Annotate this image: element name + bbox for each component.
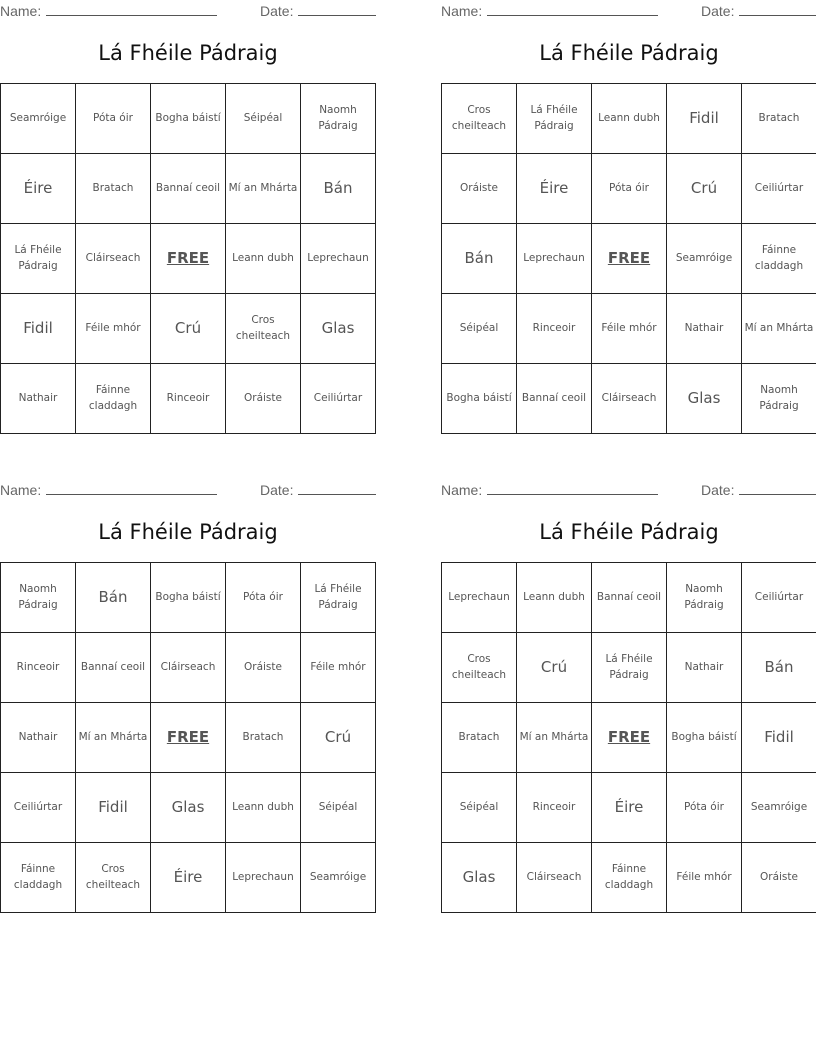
bingo-cell: Ceiliúrtar — [742, 154, 816, 224]
bingo-cell: Lá Fhéile Pádraig — [1, 224, 76, 294]
bingo-cell: Seamróige — [742, 773, 816, 843]
bingo-cell: Glas — [442, 843, 517, 913]
bingo-cell: Fáinne claddagh — [76, 364, 151, 434]
name-blank-line[interactable] — [487, 494, 658, 495]
bingo-cell: Oráiste — [442, 154, 517, 224]
date-blank-line[interactable] — [298, 15, 376, 16]
card-title: Lá Fhéile Pádraig — [539, 41, 719, 65]
bingo-cell: Bán — [442, 224, 517, 294]
bingo-cell: Cláirseach — [76, 224, 151, 294]
bingo-cell: Éire — [517, 154, 592, 224]
bingo-cell: Séipéal — [442, 294, 517, 364]
bingo-cell: Ceiliúrtar — [742, 563, 816, 633]
bingo-cell: Lá Fhéile Pádraig — [592, 633, 667, 703]
bingo-cell: Nathair — [1, 364, 76, 434]
bingo-cell: Naomh Pádraig — [301, 84, 376, 154]
bingo-cell: Bán — [76, 563, 151, 633]
bingo-cell: Bán — [742, 633, 816, 703]
name-date-header — [441, 0, 816, 22]
date-blank-line[interactable] — [739, 15, 816, 16]
bingo-cell: Bratach — [442, 703, 517, 773]
bingo-cell: Póta óir — [76, 84, 151, 154]
bingo-cell: Lá Fhéile Pádraig — [517, 84, 592, 154]
bingo-cell: Cláirseach — [592, 364, 667, 434]
bingo-cell: Rinceoir — [517, 773, 592, 843]
bingo-cell: Leann dubh — [592, 84, 667, 154]
bingo-cell: Nathair — [1, 703, 76, 773]
date-label: Date: — [701, 3, 735, 19]
bingo-cell: Leprechaun — [442, 563, 517, 633]
bingo-cell: Ceiliúrtar — [301, 364, 376, 434]
bingo-cell: Leann dubh — [517, 563, 592, 633]
bingo-cell: Póta óir — [667, 773, 742, 843]
bingo-cell: Nathair — [667, 633, 742, 703]
bingo-cell: Seamróige — [301, 843, 376, 913]
bingo-cell: Bogha báistí — [442, 364, 517, 434]
bingo-grid — [0, 83, 376, 434]
bingo-cell: Póta óir — [592, 154, 667, 224]
bingo-cell: Leprechaun — [226, 843, 301, 913]
bingo-cell: Póta óir — [226, 563, 301, 633]
bingo-cell: Seamróige — [667, 224, 742, 294]
date-blank-line[interactable] — [739, 494, 816, 495]
date-label: Date: — [260, 482, 294, 498]
bingo-cell: Bannaí ceoil — [592, 563, 667, 633]
bingo-cell: Crú — [151, 294, 226, 364]
bingo-cell: Bogha báistí — [151, 563, 226, 633]
bingo-cell: Fidil — [742, 703, 816, 773]
bingo-cell: Cros cheilteach — [76, 843, 151, 913]
bingo-cell: Naomh Pádraig — [1, 563, 76, 633]
bingo-cell: Glas — [667, 364, 742, 434]
bingo-cell: Glas — [301, 294, 376, 364]
name-label: Name: — [441, 482, 483, 498]
bingo-cell: Crú — [667, 154, 742, 224]
name-blank-line[interactable] — [46, 15, 217, 16]
free-space-cell: FREE — [151, 703, 226, 773]
name-date-header — [0, 479, 376, 501]
bingo-cell: Bannaí ceoil — [151, 154, 226, 224]
name-label: Name: — [0, 3, 42, 19]
free-space-cell: FREE — [592, 224, 667, 294]
bingo-cell: Rinceoir — [517, 294, 592, 364]
bingo-cell: Lá Fhéile Pádraig — [301, 563, 376, 633]
bingo-cell: Fidil — [76, 773, 151, 843]
bingo-cell: Seamróige — [1, 84, 76, 154]
name-date-header — [0, 0, 376, 22]
bingo-cell: Cláirseach — [151, 633, 226, 703]
bingo-cell: Fáinne claddagh — [592, 843, 667, 913]
bingo-cell: Séipéal — [301, 773, 376, 843]
bingo-cell: Féile mhór — [667, 843, 742, 913]
bingo-cell: Bannaí ceoil — [76, 633, 151, 703]
bingo-cell: Mí an Mhárta — [226, 154, 301, 224]
bingo-cell: Naomh Pádraig — [667, 563, 742, 633]
bingo-cell: Mí an Mhárta — [517, 703, 592, 773]
bingo-cell: Cláirseach — [517, 843, 592, 913]
bingo-cell: Cros cheilteach — [226, 294, 301, 364]
name-date-header — [441, 479, 816, 501]
free-space-cell: FREE — [592, 703, 667, 773]
bingo-cell: Bratach — [742, 84, 816, 154]
bingo-cell: Oráiste — [226, 364, 301, 434]
card-title: Lá Fhéile Pádraig — [539, 520, 719, 544]
name-blank-line[interactable] — [487, 15, 658, 16]
bingo-cell: Naomh Pádraig — [742, 364, 816, 434]
name-label: Name: — [0, 482, 42, 498]
bingo-cell: Bogha báistí — [667, 703, 742, 773]
card-title: Lá Fhéile Pádraig — [98, 520, 278, 544]
date-label: Date: — [260, 3, 294, 19]
bingo-cell: Éire — [592, 773, 667, 843]
bingo-cell: Cros cheilteach — [442, 633, 517, 703]
bingo-cell: Leprechaun — [517, 224, 592, 294]
date-label: Date: — [701, 482, 735, 498]
bingo-cell: Leann dubh — [226, 773, 301, 843]
bingo-cell: Glas — [151, 773, 226, 843]
bingo-cell: Séipéal — [226, 84, 301, 154]
bingo-cell: Fidil — [1, 294, 76, 364]
bingo-cell: Leann dubh — [226, 224, 301, 294]
bingo-cell: Rinceoir — [1, 633, 76, 703]
bingo-cell: Fáinne claddagh — [742, 224, 816, 294]
bingo-cell: Bannaí ceoil — [517, 364, 592, 434]
bingo-cell: Éire — [151, 843, 226, 913]
bingo-cell: Féile mhór — [592, 294, 667, 364]
bingo-cell: Ceiliúrtar — [1, 773, 76, 843]
bingo-cell: Bogha báistí — [151, 84, 226, 154]
name-blank-line[interactable] — [46, 494, 217, 495]
bingo-cell: Mí an Mhárta — [76, 703, 151, 773]
bingo-cell: Fáinne claddagh — [1, 843, 76, 913]
bingo-grid — [441, 83, 816, 434]
bingo-cell: Fidil — [667, 84, 742, 154]
bingo-cell: Éire — [1, 154, 76, 224]
bingo-cell: Oráiste — [226, 633, 301, 703]
bingo-cell: Bratach — [76, 154, 151, 224]
bingo-grid — [0, 562, 376, 913]
card-title: Lá Fhéile Pádraig — [98, 41, 278, 65]
bingo-cell: Rinceoir — [151, 364, 226, 434]
bingo-cell: Oráiste — [742, 843, 816, 913]
date-blank-line[interactable] — [298, 494, 376, 495]
bingo-cell: Bán — [301, 154, 376, 224]
bingo-cell: Féile mhór — [301, 633, 376, 703]
bingo-cell: Cros cheilteach — [442, 84, 517, 154]
bingo-cell: Séipéal — [442, 773, 517, 843]
bingo-cell: Mí an Mhárta — [742, 294, 816, 364]
free-space-cell: FREE — [151, 224, 226, 294]
bingo-cell: Bratach — [226, 703, 301, 773]
bingo-cell: Féile mhór — [76, 294, 151, 364]
bingo-grid — [441, 562, 816, 913]
bingo-cell: Leprechaun — [301, 224, 376, 294]
name-label: Name: — [441, 3, 483, 19]
bingo-cell: Nathair — [667, 294, 742, 364]
bingo-cell: Crú — [517, 633, 592, 703]
bingo-cell: Crú — [301, 703, 376, 773]
